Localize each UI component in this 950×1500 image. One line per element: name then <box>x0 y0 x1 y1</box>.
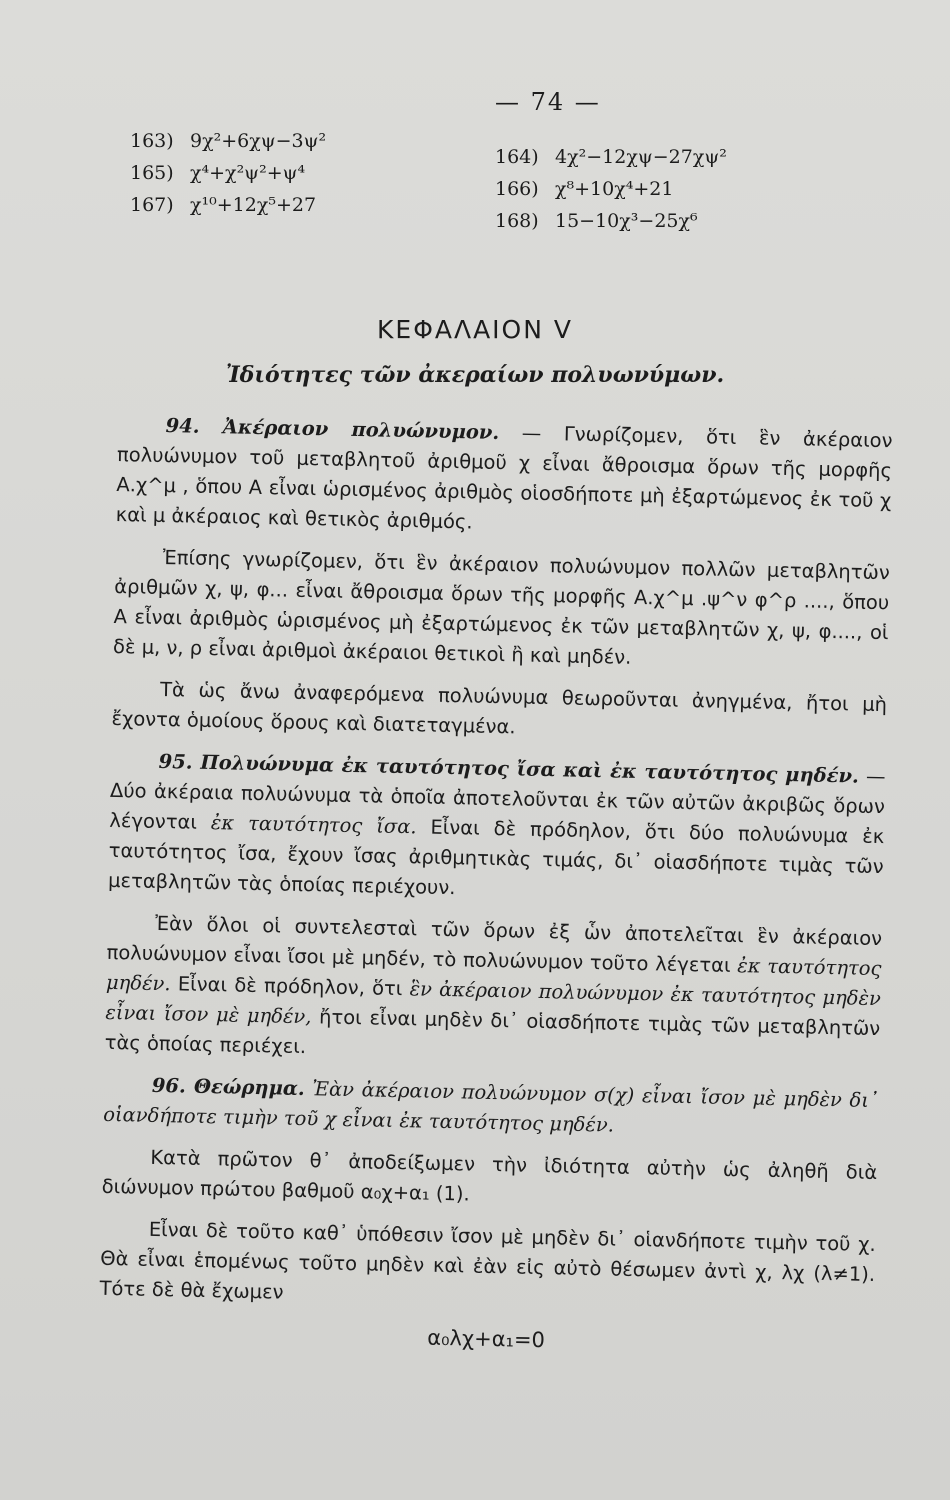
paragraph-95-zero <box>104 908 882 1074</box>
paragraph-96-proof-cont <box>99 1214 876 1320</box>
paragraph-94-definition <box>115 410 892 546</box>
paragraph-94-multivariable <box>113 542 890 678</box>
section-95-heading: 95. Πολυώνυμα ἐκ ταυτότητος ἴσα καὶ ἐκ ταυτότητος μηδέν. <box>158 749 860 788</box>
exercise-item <box>130 194 316 216</box>
exercise-number: 168) <box>495 210 539 232</box>
paragraph-text: — Γνωρίζομεν, ὅτι ἓν ἀκέραιον πολυώνυμον τοῦ μεταβλητοῦ ἀριθμοῦ χ εἶναι ἄθροισμα ὅρων τῆς μορφῆς Α.χ^μ , ὅπου Α εἶναι ὡρισμένος ἀριθμὸς οἱοσδήποτε μὴ ἐξαρτώμενος ἐκ τοῦ χ καὶ μ ἀκέραιος καὶ θετικὸς ἀριθμός. <box>115 421 893 534</box>
exercise-expression: 9χ²+6χψ−3ψ² <box>190 130 327 152</box>
paragraph-text: Ἐπίσης γνωρίζομεν, ὅτι ἓν ἀκέραιον πολυώνυμον πολλῶν μεταβλητῶν ἀριθμῶν χ, ψ, φ... εἶναι ἄθροισμα ὅρων τῆς μορφῆς Α.χ^μ .ψ^ν φ^ρ ...., ὅπου Α εἶναι ἀριθμὸς ὡρισμένος μὴ ἐξαρτώμενος ἐκ τῶν μεταβλητῶν χ, ψ, φ...., οἱ δὲ μ, ν, ρ εἶναι ἀριθμοὶ ἀκέραιοι θετικοὶ ἢ καὶ μηδέν. <box>112 545 891 669</box>
exercise-number: 167) <box>130 194 174 216</box>
theorem-statement: Ἐὰν ἀκέραιον πολυώνυμον σ(χ) εἶναι ἴσον μὲ μηδὲν δι᾽ οἱανδήποτε τιμὴν τοῦ χ εἶναι ἐκ ταυτότητος μηδέν. <box>103 1077 879 1137</box>
italic-term: ἐκ ταυτότητος μηδέν. <box>105 954 882 996</box>
chapter-subtitle: Ἰδιότητες τῶν ἀκεραίων πολυωνύμων. <box>225 362 725 388</box>
exercise-number: 166) <box>495 178 539 200</box>
exercise-item <box>130 162 305 184</box>
paragraph-text: Εἶναι δὲ πρόδηλον, ὅτι <box>177 972 403 1001</box>
page-number: — 74 — <box>495 88 601 116</box>
italic-term: ἓν ἀκέραιον πολυώνυμον ἐκ ταυτότητος μηδὲν εἶναι ἴσον μὲ μηδέν, <box>105 977 882 1029</box>
exercise-item <box>495 178 673 200</box>
exercise-item <box>495 146 727 168</box>
body-text <box>98 410 892 1362</box>
paragraph-96-theorem <box>103 1070 879 1146</box>
section-94-heading: 94. Ἀκέραιον πολυώνυμον. <box>165 414 500 444</box>
paragraph-96-proof-start <box>101 1142 877 1218</box>
exercise-expression: 15−10χ³−25χ⁶ <box>555 210 698 232</box>
exercise-expression: χ⁸+10χ⁴+21 <box>555 178 674 200</box>
paragraph-text: Εἶναι δὲ τοῦτο καθ᾽ ὑπόθεσιν ἴσον μὲ μηδὲν δι᾽ οἱανδήποτε τιμὴν τοῦ χ. Θὰ εἶναι ἑπομένως τοῦτο μηδὲν καὶ ἐὰν εἰς αὐτὸ θέσωμεν ἀντὶ χ, λχ (λ≠1). Τότε δὲ θὰ ἔχωμεν <box>99 1217 876 1304</box>
exercise-item <box>495 210 698 232</box>
exercise-number: 163) <box>130 130 174 152</box>
section-96-heading: 96. Θεώρημα. <box>151 1073 305 1101</box>
italic-term: ἐκ ταυτότητος ἴσα. <box>210 811 417 839</box>
paragraph-text: Τὰ ὡς ἄνω ἀναφερόμενα πολυώνυμα θεωροῦνται ἀνηγμένα, ἤτοι μὴ ἔχοντα ὁμοίους ὅρους καὶ διατεταγμένα. <box>111 677 888 739</box>
chapter-title: ΚΕΦΑΛΑΙΟΝ V <box>377 315 573 344</box>
paragraph-text: — Δύο ἀκέραια πολυώνυμα τὰ ὁποῖα ἀποτελοῦνται ἐκ τῶν αὐτῶν ἀκριβῶς ὅρων λέγονται <box>109 764 886 834</box>
exercise-expression: 4χ²−12χψ−27χψ² <box>555 146 727 168</box>
exercise-number: 165) <box>130 162 174 184</box>
paragraph-text: Κατὰ πρῶτον θ᾽ ἀποδείξωμεν τὴν ἰδιότητα αὐτὴν ὡς ἀληθῆ διὰ διώνυμον πρώτου βαθμοῦ α₀χ+α₁ (1). <box>101 1145 878 1206</box>
exercise-expression: χ⁴+χ²ψ²+ψ⁴ <box>190 162 306 184</box>
formula: α₀λχ+α₁=0 <box>427 1325 546 1353</box>
paragraph-95-identical <box>108 746 886 912</box>
exercise-item <box>130 130 326 152</box>
exercise-expression: χ¹⁰+12χ⁵+27 <box>190 194 317 216</box>
paragraph-text: ἤτοι εἶναι μηδὲν δι᾽ οἱασδήποτε τιμὰς τῶν μεταβλητῶν τὰς ὁποίας περιέχει. <box>104 1005 881 1059</box>
paragraph-text: Εἶναι δὲ πρόδηλον, ὅτι δύο πολυώνυμα ἐκ ταυτότητος ἴσα, ἔχουν ἴσας ἀριθμητικὰς τιμάς, δι᾽ οἱασδήποτε τιμὰς τῶν μεταβλητῶν τὰς ὁποίας περιέχουν. <box>107 815 885 900</box>
exercise-number: 164) <box>495 146 539 168</box>
paragraph-text: Ἐὰν ὅλοι οἱ συντελεσταὶ τῶν ὅρων ἐξ ὧν ἀποτελεῖται ἓν ἀκέραιον πολυώνυμον εἶναι ἴσοι μὲ μηδέν, τὸ πολυώνυμον τοῦτο λέγεται <box>106 911 883 977</box>
paragraph-94-reduced <box>111 674 887 750</box>
